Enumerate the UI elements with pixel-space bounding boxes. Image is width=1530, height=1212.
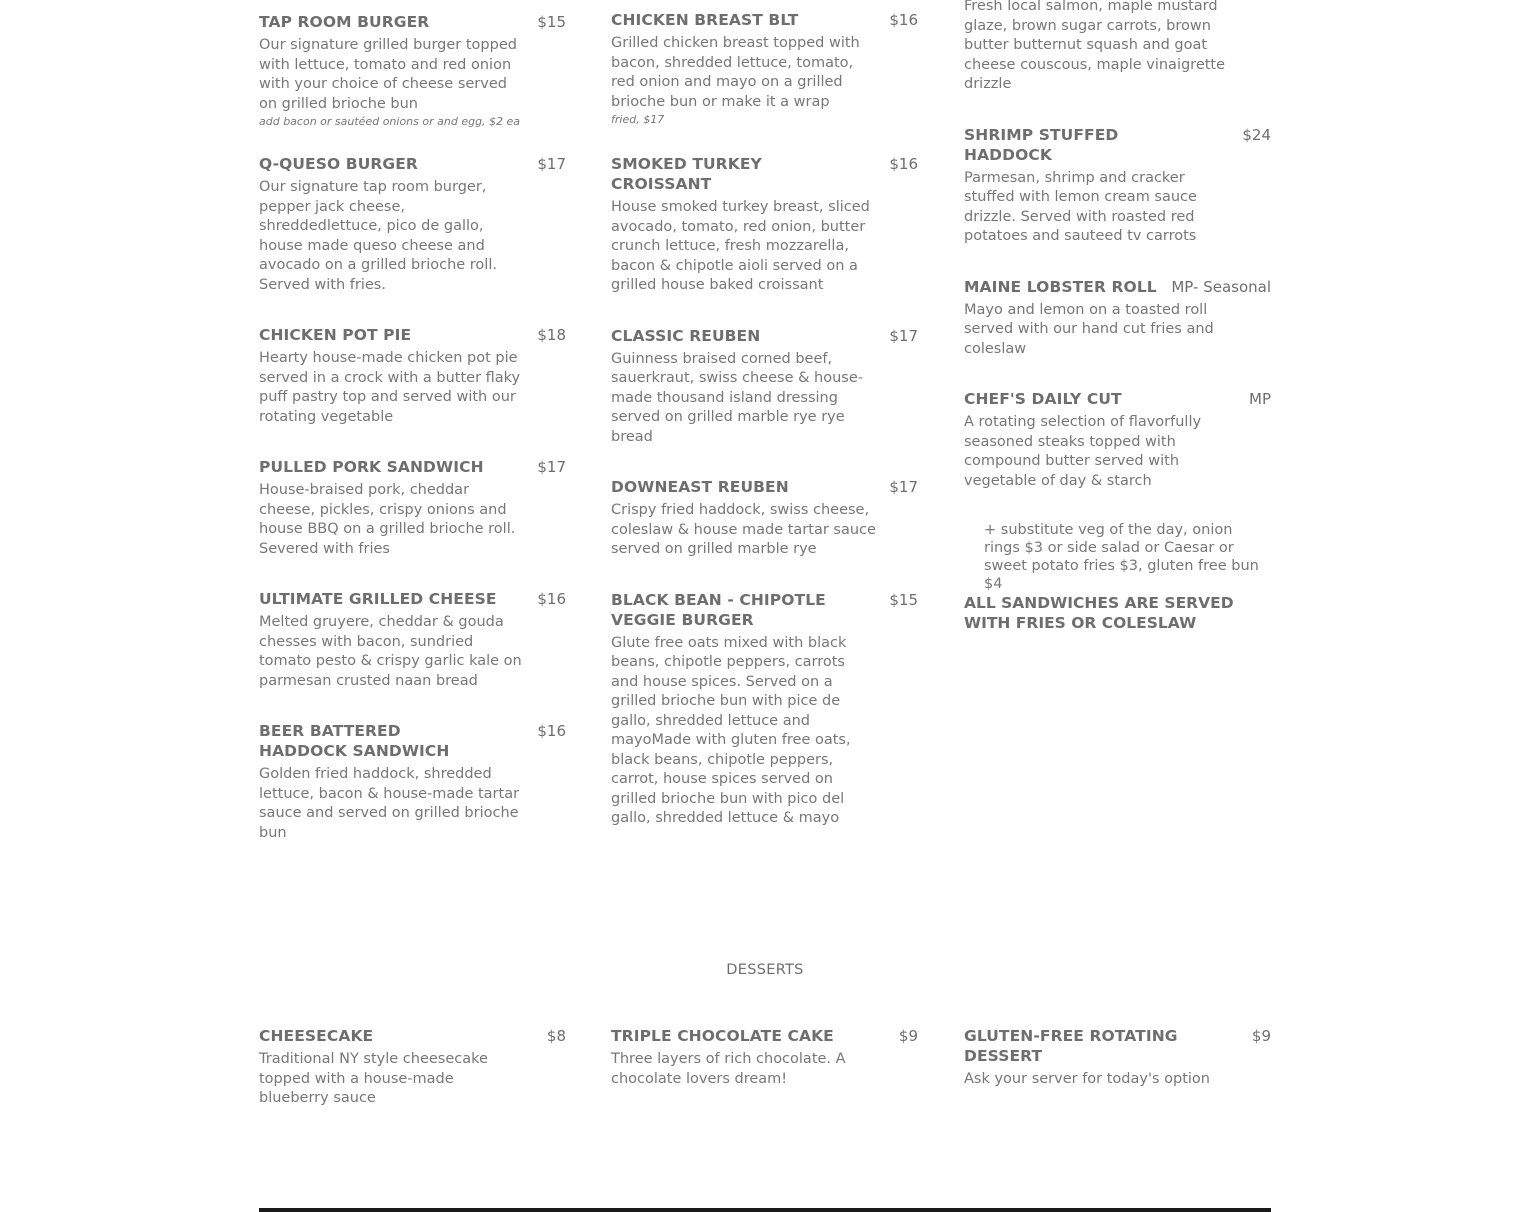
item-description: Three layers of rich chocolate. A chocolate lovers dream! [611, 1051, 846, 1087]
item-name: CHICKEN POT PIE [259, 326, 412, 344]
item-price: $18 [537, 326, 566, 344]
item-price: $9 [898, 1027, 918, 1045]
item-name: SMOKED TURKEY CROISSANT [611, 155, 762, 193]
menu-item-chefs-daily-cut [964, 389, 1271, 491]
item-description: House-braised pork, cheddar cheese, pickles, crispy onions and house BBQ on a grilled brioche roll. Severed with fries [259, 482, 516, 557]
item-name: CHEF'S DAILY CUT [964, 390, 1122, 408]
item-price: $9 [1251, 1027, 1271, 1045]
item-price: $16 [537, 722, 566, 740]
dessert-item-triple-chocolate-cake [611, 1026, 918, 1089]
item-description: Grilled chicken breast topped with bacon, shredded lettuce, tomato, red onion and mayo on a grilled brioche bun or make it a wrap [611, 35, 860, 110]
item-name: TRIPLE CHOCOLATE CAKE [611, 1027, 834, 1045]
item-description: Our signature grilled burger topped with lettuce, tomato and red onion with your choice of cheese served on grilled brioche bun [259, 37, 517, 112]
item-name: CLASSIC REUBEN [611, 326, 761, 345]
menu-item-black-bean-veggie-burger [611, 590, 918, 829]
menu-item-downeast-reuben [611, 477, 918, 560]
item-price: $17 [889, 326, 918, 345]
menu-item-shrimp-stuffed-haddock [964, 125, 1271, 247]
item-name: CHEESECAKE [259, 1027, 374, 1045]
item-name: ULTIMATE GRILLED CHEESE [259, 590, 497, 608]
desserts-section-title: DESSERTS [726, 962, 804, 978]
item-price: MP- Seasonal [1171, 277, 1271, 296]
item-price: $17 [537, 458, 566, 476]
item-price: $17 [537, 155, 566, 173]
menu-column-2 [611, 10, 918, 829]
menu-item-q-queso-burger [259, 154, 566, 295]
menu-item-ultimate-grilled-cheese [259, 589, 566, 691]
all-sandwiches-note: ALL SANDWICHES ARE SERVED WITH FRIES OR COLESLAW [964, 594, 1234, 632]
menu-item-chicken-pot-pie [259, 325, 566, 427]
item-description: Traditional NY style cheesecake topped with a house-made blueberry sauce [259, 1051, 488, 1106]
menu-item-chicken-breast-blt [611, 10, 918, 128]
item-description: Hearty house-made chicken pot pie served in a crock with a butter flaky puff pastry top and served with our rotating vegetable [259, 350, 521, 425]
item-price: $24 [1242, 125, 1271, 144]
item-name: BEER BATTERED HADDOCK SANDWICH [259, 722, 450, 760]
menu-item-classic-reuben [611, 326, 918, 448]
item-price: $16 [889, 11, 918, 29]
item-name: TAP ROOM BURGER [259, 13, 430, 31]
menu-item-pulled-pork-sandwich [259, 457, 566, 559]
item-description: Parmesan, shrimp and cracker stuffed with lemon cream sauce drizzle. Served with roasted red potatoes and sauteed tv carrots [964, 169, 1197, 244]
item-price: $17 [889, 478, 918, 496]
bottom-divider [259, 1208, 1271, 1212]
item-description: Guinness braised corned beef, sauerkraut, swiss cheese & house-made thousand island dressing served on grilled marble rye rye bread [611, 350, 863, 445]
dessert-item-cheesecake [259, 1026, 566, 1109]
item-description: Our signature tap room burger, pepper jack cheese, shreddedlettuce, pico de gallo, house made queso cheese and avocado on a grilled brioche roll. Served with fries. [259, 179, 497, 293]
menu-column-3 [964, 0, 1271, 633]
item-price: MP [1249, 390, 1271, 408]
item-name: DOWNEAST REUBEN [611, 478, 789, 496]
item-description: House smoked turkey breast, sliced avocado, tomato, red onion, butter crunch lettuce, fresh mozzarella, bacon & chipotle aioli served on a grilled house baked croissant [611, 199, 870, 293]
item-price: $16 [537, 590, 566, 608]
substitute-note: + substitute veg of the day, onion rings $3 or side salad or Caesar or sweet potato fries $3, gluten free bun $4 [984, 522, 1259, 592]
menu-column-1 [259, 12, 566, 843]
item-description: Crispy fried haddock, swiss cheese, coleslaw & house made tartar sauce served on grilled marble rye [611, 502, 876, 557]
item-note: fried, $17 [611, 113, 665, 126]
item-name: BLACK BEAN - CHIPOTLE VEGGIE BURGER [611, 590, 826, 629]
item-name: GLUTEN-FREE ROTATING DESSERT [964, 1027, 1178, 1065]
item-name: Q-QUESO BURGER [259, 155, 418, 173]
item-name: MAINE LOBSTER ROLL [964, 277, 1157, 296]
item-description: Ask your server for today's option [964, 1071, 1210, 1087]
item-name: PULLED PORK SANDWICH [259, 458, 484, 476]
item-name: CHICKEN BREAST BLT [611, 11, 799, 29]
item-price: $16 [889, 155, 918, 173]
item-price: $8 [546, 1027, 566, 1045]
item-description: Golden fried haddock, shredded lettuce, bacon & house-made tartar sauce and served on grilled brioche bun [259, 766, 520, 841]
item-price: $15 [537, 13, 566, 31]
menu-item-tap-room-burger [259, 12, 566, 130]
menu-item-beer-battered-haddock-sandwich [259, 721, 566, 843]
item-price: $15 [889, 590, 918, 609]
item-name: SHRIMP STUFFED HADDOCK [964, 125, 1119, 164]
item-description: A rotating selection of flavorfully seasoned steaks topped with compound butter served with vegetable of day & starch [964, 414, 1202, 489]
item-description: Glute free oats mixed with black beans, chipotle peppers, carrots and house spices. Served on a grilled brioche bun with pice de gallo, shredded lettuce and mayoMade with gluten free oats, black beans, chipotle peppers, carrot, house spices served on grilled brioche bun with pico del gallo, shredded lettuce & mayo [611, 634, 851, 826]
menu-item-smoked-turkey-croissant [611, 154, 918, 296]
item-description: Mayo and lemon on a toasted roll served with our hand cut fries and coleslaw [964, 301, 1214, 357]
item-note: add bacon or sautéed onions or and egg, $2 ea [259, 115, 521, 128]
salmon-description: Fresh local salmon, maple mustard glaze, brown sugar carrots, brown butter butternut squash and goat cheese couscous, maple vinaigrette drizzle [964, 0, 1226, 92]
item-description: Melted gruyere, cheddar & gouda chesses with bacon, sundried tomato pesto & crispy garlic kale on parmesan crusted naan bread [259, 614, 522, 689]
menu-item-maine-lobster-roll [964, 277, 1271, 360]
dessert-item-gluten-free-rotating [964, 1026, 1271, 1090]
